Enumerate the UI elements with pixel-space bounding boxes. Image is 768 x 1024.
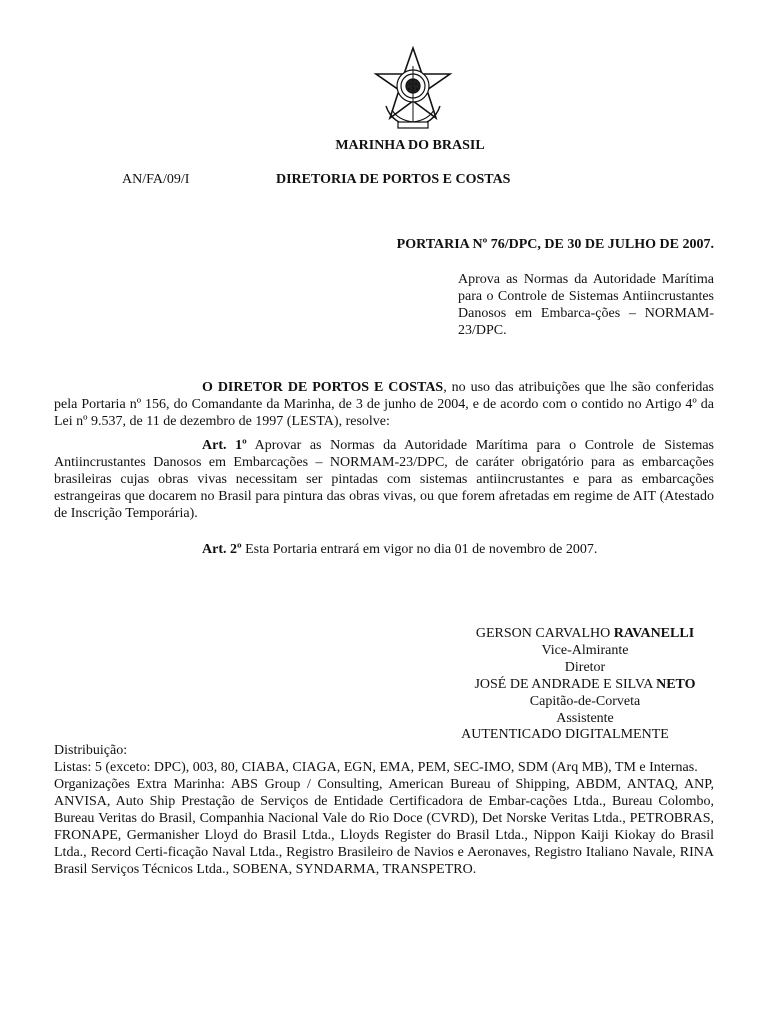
authentication-note: AUTENTICADO DIGITALMENTE xyxy=(461,727,669,742)
intro-text: , no uso das atribuições que lhe são conferidas pela Portaria nº 156, do Comandante da Marinha, de 3 de junho de 2004, e de acordo com o contido no Artigo 4º da Lei nº 9.537, de 11 de dezembro de 1997 (LESTA), resolve: xyxy=(54,380,714,429)
portaria-ementa: Aprova as Normas da Autoridade Marítima para o Controle de Sistemas Antiincrustantes Danosos em Embarca-ções – NORMAM-23/DPC. xyxy=(458,272,714,338)
signer-2-first-name: JOSÉ DE ANDRADE E SILVA xyxy=(474,677,657,692)
article-2-text: Esta Portaria entrará em vigor no dia 01 de novembro de 2007. xyxy=(241,542,598,557)
reference-code: AN/FA/09/I xyxy=(122,172,190,187)
signer-1-role: Diretor xyxy=(564,660,606,675)
distribution-heading: Distribuição: xyxy=(54,743,128,758)
intro-bold-text: O DIRETOR DE PORTOS E COSTAS xyxy=(202,380,444,395)
signer-2-role: Assistente xyxy=(556,711,614,726)
signer-1-last-name: RAVANELLI xyxy=(613,626,695,641)
portaria-title: PORTARIA Nº 76/DPC, DE 30 DE JULHO DE 2007. xyxy=(396,237,714,252)
article-1-text: Aprovar as Normas da Autoridade Marítima para o Controle de Sistemas Antiincrustantes Danosos em Embarcações – NORMAM-23/DPC, de caráter obrigatório para as embarcações brasileiras cujas obras vivas necessitam ser pintadas com sistemas antiincrustantes e para as embarcações estrangeiras que docarem no Brasil para pintura das obras vivas, ou que forem afretadas em regime de AIT (Atestado de Inscrição Temporária). xyxy=(54,438,714,521)
distribution-external: Organizações Extra Marinha: ABS Group / Consulting, American Bureau of Shipping, ABDM, ANTAQ, ANP, ANVISA, Auto Ship Prestação de Serviços de Entidade Certificadora de Embar-cações Ltda., Bureau Colombo, Bureau Veritas do Brasil, Companhia Nacional Vale do Rio Doce (CVRD), Det Norske Veritas Ltda., PETROBRAS, FRONAPE, Germanisher Lloyd do Brasil Ltda., Lloyds Register do Brasil Ltda., Nippon Kaiji Kiokay do Brasil Ltda., Record Certi-ficação Naval Ltda., Registro Brasileiro de Navios e Aeronaves, Registro Italiano Navale, RINA Brasil Serviços Técnicos Ltda., SOBENA, SYNDARMA, TRANSPETRO. xyxy=(54,777,714,877)
brazil-coat-of-arms-seal xyxy=(372,46,454,130)
signer-1-rank: Vice-Almirante xyxy=(541,643,629,658)
organization-title: MARINHA DO BRASIL xyxy=(335,138,485,153)
distribution-section xyxy=(54,742,714,878)
intro-paragraph xyxy=(54,379,714,430)
signer-1-name xyxy=(420,625,750,642)
article-1-paragraph xyxy=(54,437,714,522)
signer-1-first-name: GERSON CARVALHO xyxy=(475,626,614,641)
article-2-paragraph xyxy=(54,541,714,558)
distribution-lists: Listas: 5 (exceto: DPC), 003, 80, CIABA, CIAGA, EGN, EMA, PEM, SEC-IMO, SDM (Arq MB), TM e Internas. xyxy=(54,760,698,775)
signer-2-name xyxy=(420,676,750,693)
directorate-title: DIRETORIA DE PORTOS E COSTAS xyxy=(276,172,511,187)
signer-2-last-name: NETO xyxy=(656,677,696,692)
signer-2-rank: Capitão-de-Corveta xyxy=(529,694,641,709)
article-2-label: Art. 2º xyxy=(202,542,242,557)
article-1-label: Art. 1º xyxy=(202,438,247,453)
